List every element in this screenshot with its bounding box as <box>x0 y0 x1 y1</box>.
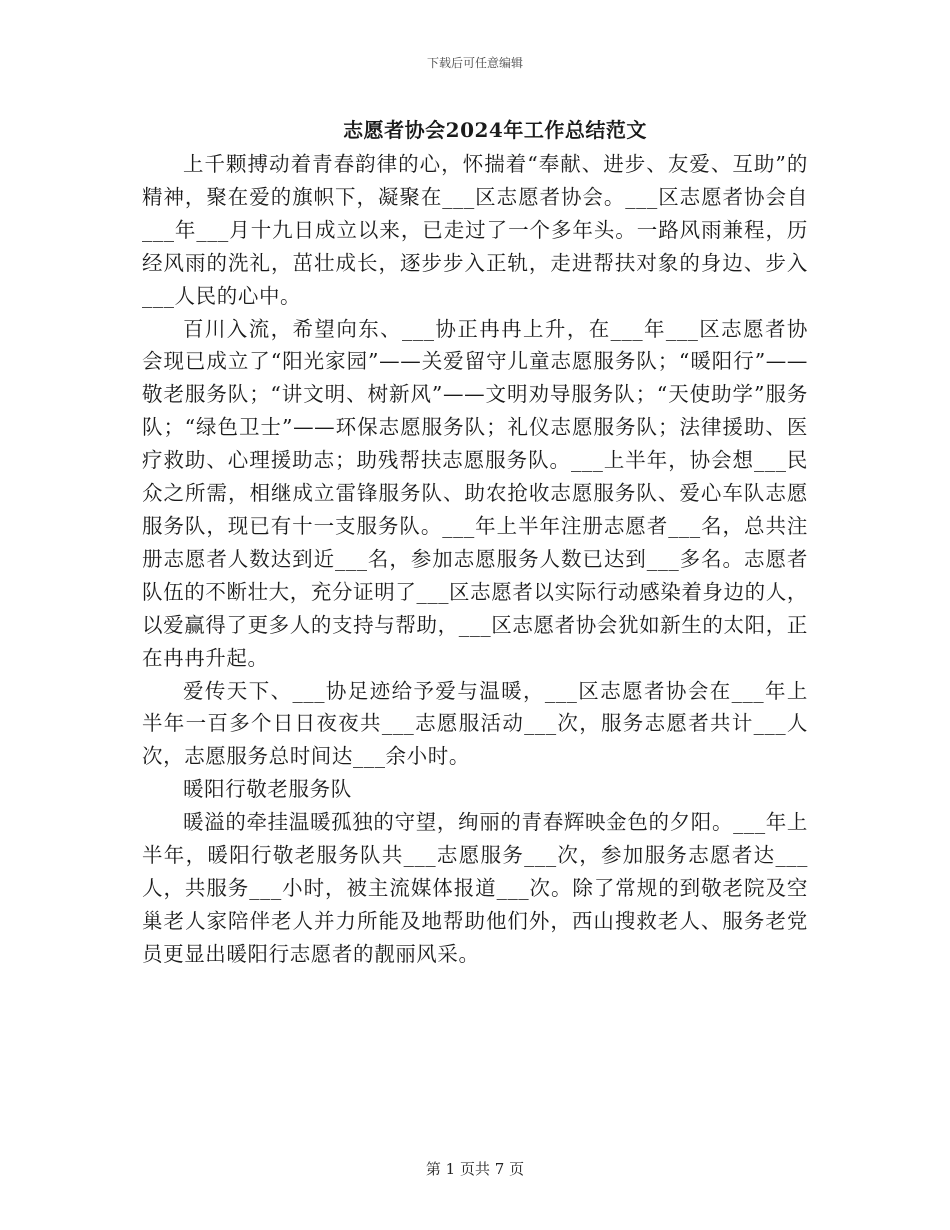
document-title: 志愿者协会2024年工作总结范文 <box>343 118 647 142</box>
paragraph-activities: 爱传天下、___协足迹给予爱与温暖，___区志愿者协会在___年上半年一百多个日日夜夜共___志愿服活动___次，服务志愿者共计___人次，志愿服务总时间达___余小时。 <box>142 678 808 769</box>
paragraph-service-teams: 百川入流，希望向东、___协正冉冉上升，在___年___区志愿者协会现已成立了“阳光家园”——关爱留守儿童志愿服务队；“暖阳行”——敬老服务队；“讲文明、树新风”——文明劝导服务队；“天使助学”服务队；“绿色卫士”——环保志愿服务队；礼仪志愿服务队；法律援助、医疗救助、心理援助志；助残帮扶志愿服务队。___上半年，协会想___民众之所需，相继成立雷锋服务队、助农抢收志愿服务队、爱心车队志愿服务队，现已有十一支服务队。___年上半年注册志愿者___名，总共注册志愿者人数达到近___名，参加志愿服务人数已达到___多名。志愿者队伍的不断壮大，充分证明了___区志愿者以实际行动感染着身边的人，以爱赢得了更多人的支持与帮助，___区志愿者协会犹如新生的太阳，正在冉冉升起。 <box>142 316 808 670</box>
paragraph-elderly-service: 暖溢的牵挂温暖孤独的守望，绚丽的青春辉映金色的夕阳。___年上半年，暖阳行敬老服务队共___志愿服务___次，参加服务志愿者达___人，共服务___小时，被主流媒体报道___次。除了常规的到敬老院及空巢老人家陪伴老人并力所能及地帮助他们外，西山搜救老人、服务老党员更显出暖阳行志愿者的靓丽风采。 <box>142 810 808 966</box>
page-header: 下载后可任意编辑 <box>426 56 523 70</box>
document-body <box>142 148 808 971</box>
paragraph-intro: 上千颗搏动着青春韵律的心，怀揣着“奉献、进步、友爱、互助”的精神，聚在爱的旗帜下，凝聚在___区志愿者协会。___区志愿者协会自___年___月十九日成立以来，已走过了一个多年头。一路风雨兼程，历经风雨的洗礼，茁壮成长，逐步步入正轨，走进帮扶对象的身边、步入___人民的心中。 <box>142 152 808 308</box>
page-footer: 第 1 页共 7 页 <box>425 1160 525 1178</box>
section-heading: 暖阳行敬老服务队 <box>183 777 352 802</box>
